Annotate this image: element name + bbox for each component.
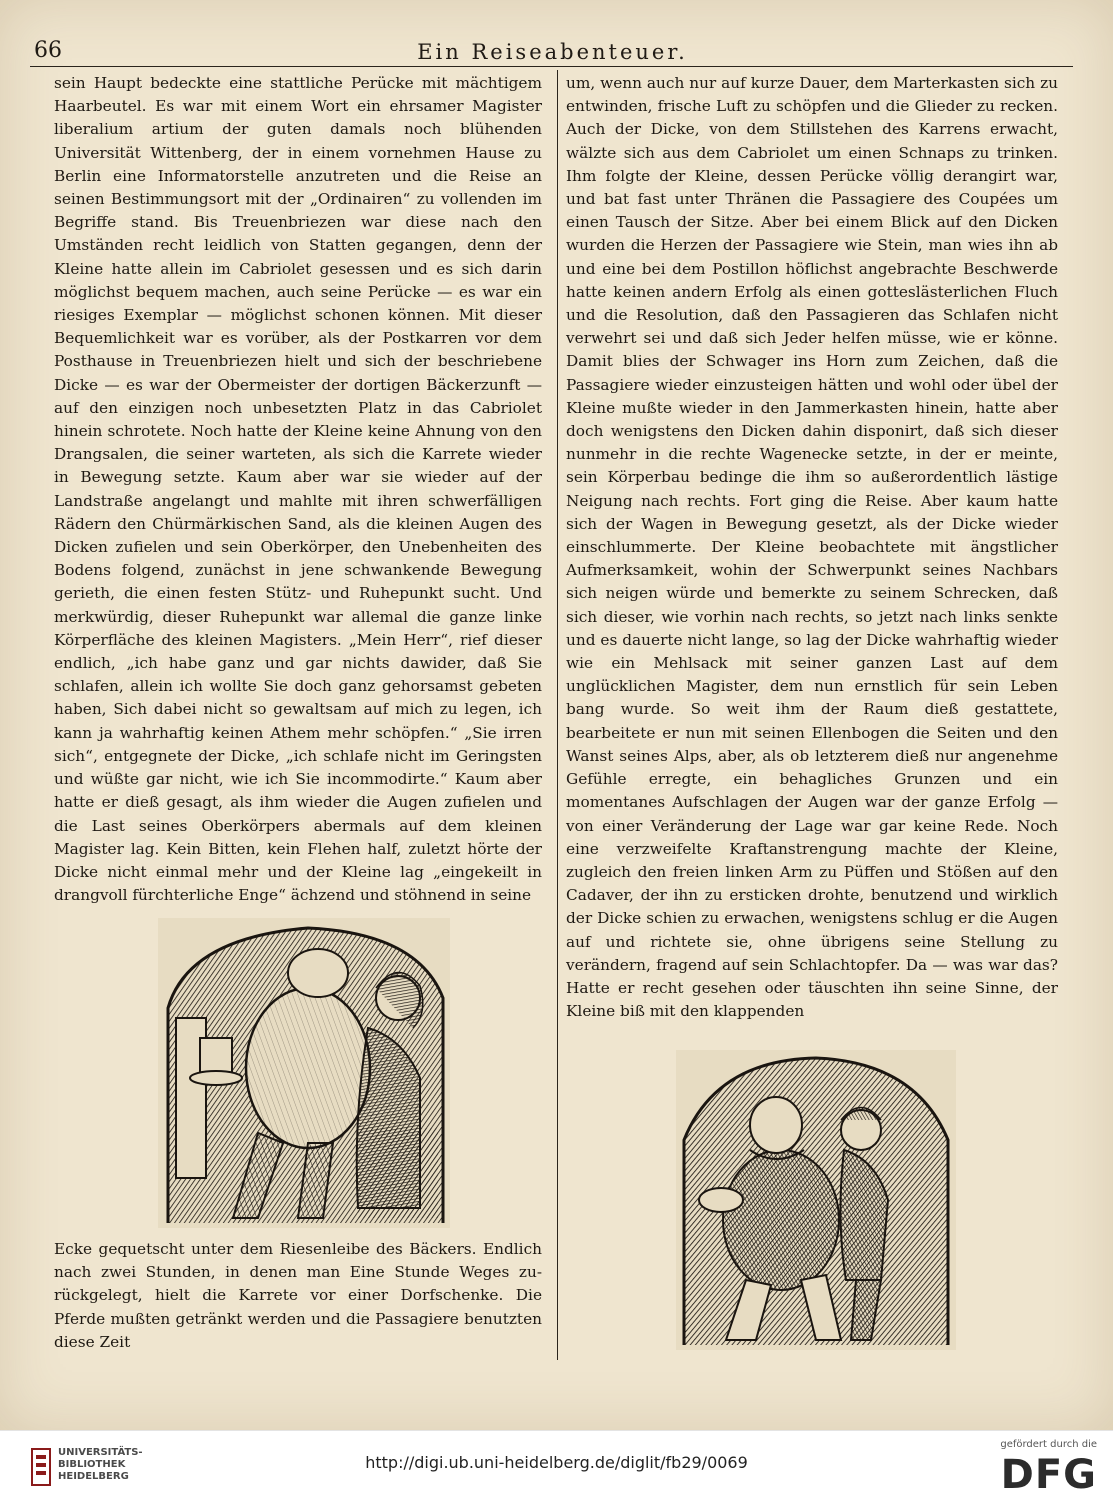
left-column-bottom-paragraph: Ecke gequetscht unter dem Riesenleibe des Bäckers. Endlich nach zwei Stunden, in denen man Eine Stunde Weges zurückgelegt, hielt die Karrete vor einer Dorfschenke. Die Pferde mußten getränkt werden und die Passagiere benutzten diese Zeit <box>54 1240 542 1351</box>
funding-caption: gefördert durch die <box>1000 1439 1097 1450</box>
engraving-coach-interior-icon <box>158 918 450 1228</box>
left-column-top-paragraph: sein Haupt bedeckte eine stattliche Perücke mit mächtigem Haarbeutel. Es war mit einem Wort ein ehrsamer Magister liberalium artium der guten damals noch blühenden Universität Wittenberg, der in einem vornehmen Hause zu Berlin eine Informatorstelle anzutreten und die Reise an seinen Bestimmungsort mit der „Ordinairen“ zu vollenden im Begriffe stand. Bis Treuenbriezen war diese nach den Umständen recht leidlich von Statten gegangen, denn der Kleine hatte allein im Cabriolet gesessen und es sich darin möglichst bequem machen, auch seine Perücke — es war ein riesiges Exemplar — möglichst schonen können. Mit dieser Bequemlichkeit war es vorüber, als der Postkarren vor dem Posthause in Treuenbriezen hielt und sich der beschriebene Dicke — es war der Obermeister der dortigen Bäckerzunft — auf den einzigen noch unbesetzten Platz in das Cabriolet hinein schrotete. Noch hatte der Kleine keine Ahnung von den Drangsalen, die seiner warteten, als sich die Karrete wieder in Bewegung setzte. Kaum aber war sie wieder auf der Landstraße angelangt und mahlte mit ihren schwerfälligen Rädern den Chürmärkischen Sand, als die kleinen Augen des Dicken zufielen und sein Oberkörper, den Unebenheiten des Bodens folgend, zunächst in jene schwankende Bewegung gerieth, die einen festen Stütz- und Ruhepunkt sucht. Und merkwürdig, dieser Ruhepunkt war allemal die ganze linke Körperfläche des kleinen Magisters. „Mein Herr“, rief dieser endlich, „ich habe ganz und gar nichts dawider, daß Sie schlafen, allein ich wollte Sie doch ganz gehorsamst gebeten haben, Sich dabei nicht so gewaltsam auf mich zu legen, ich kann ja wahrhaftig keinen Athem mehr schöpfen.“ „Sie irren sich“, entgegnete der Dicke, „ich schlafe nicht im Geringsten und wüßte gar nicht, wie ich Sie incommodirte.“ Kaum aber hatte er dieß gesagt, als ihm wieder die Augen zufielen und die Last seines Oberkörpers abermals auf dem kleinen Magister lag. Kein Bitten, kein Flehen half, zuletzt hörte der Dicke nicht einmal mehr und der Kleine lag „eingekeilt in drangvoll fürchterliche Enge“ ächzend und stöhnend in seine <box>54 74 542 905</box>
page-number: 66 <box>34 38 62 63</box>
right-column-paragraph: um, wenn auch nur auf kurze Dauer, dem Marterkasten sich zu entwinden, frische Luft zu schöpfen und die Glieder zu recken. Auch der Dicke, von dem Stillstehen des Karrens erwacht, wälzte sich aus dem Cabriolet um einen Schnaps zu trinken. Ihm folgte der Kleine, dessen Perücke völlig derangirt war, und bat fast unter Thränen die Passagiere des Coupées um einen Tausch der Sitze. Aber bei einem Blick auf den Dicken wurden die Herzen der Passagiere wie Stein, man wies ihn ab und eine bei dem Postillon höflichst angebrachte Beschwerde hatte keinen andern Erfolg als einen gotteslästerlichen Fluch und die Resolution, daß den Passagieren das Schlafen nicht verwehrt sei und daß sich Jeder helfen müsse, wie er könne. Damit blies der Schwager ins Horn zum Zeichen, daß die Passagiere wieder einzusteigen hätten und wohl oder übel der Kleine mußte wieder in den Jammerkasten hinein, hatte aber doch wenigstens den Dicken dahin disponirt, daß sich dieser nunmehr in die rechte Wagenecke setzte, in der er meinte, sein Körperbau bedinge die ihm so außerordentlich lästige Neigung nach rechts. Fort ging die Reise. Aber kaum hatte sich der Wagen in Bewegung gesetzt, als der Dicke wieder einschlummerte. Der Kleine beobachtete mit ängstlicher Aufmerksamkeit, wohin der Schwerpunkt seines Nachbars sich neigen würde und bemerkte zu seinem Schrecken, daß sich dieser, wie vorhin nach rechts, so jetzt nach links senkte und es dauerte nicht lange, so lag der Dicke wahrhaftig wieder wie ein Mehlsack mit seiner ganzen Last auf dem unglücklichen Magister, dem nun ernstlich für sein Leben bang wurde. So weit ihm der Raum dieß gestattete, bearbeitete er nun mit seinen Ellenbogen die Seiten und den Wanst seines Alps, aber, als ob letzterem dieß nur angenehme Gefühle erregte, ein behagliches Grunzen und ein momentanes Aufschlagen der Augen war der ganze Erfolg — von einer Veränderung der Lage war gar keine Rede. Noch eine verzweifelte Kraftanstrengung machte der Kleine, zugleich den freien linken Arm zu Püffen und Stößen auf den Cadaver, der ihn zu ersticken drohte, benutzend und wirklich der Dicke schien zu erwachen, wenigstens schlug er die Augen auf und richtete sie, ohne übrigens seine Stellung zu verändern, fragend auf sein Schlachtopfer. Da — was war das? Hatte er recht gesehen oder täuschten ihn seine Sinne, der Kleine biß mit den klappenden <box>566 74 1058 1021</box>
library-name: UNIVERSITÄTS- BIBLIOTHEK HEIDELBERG <box>58 1447 143 1482</box>
digitization-footer <box>0 1430 1113 1505</box>
running-head <box>32 36 1073 68</box>
heidelberg-library-logo-icon <box>30 1447 52 1487</box>
right-column-text <box>566 72 1058 1021</box>
left-column-top-text <box>54 72 542 905</box>
left-column-bottom-text <box>54 1238 542 1351</box>
illustration-crammed-passengers <box>158 918 450 1228</box>
library-logo <box>30 1443 160 1493</box>
dfg-logo-icon: DFG <box>1000 1452 1097 1498</box>
source-url-link[interactable]: http://digi.ub.uni-heidelberg.de/diglit/fb29/0069 <box>365 1453 748 1472</box>
engraving-passengers-icon <box>676 1050 956 1350</box>
illustration-biting-scene <box>676 1050 956 1350</box>
running-title: Ein Reiseabenteuer. <box>417 40 688 64</box>
funder-block <box>967 1437 1097 1501</box>
header-rule <box>30 66 1073 67</box>
column-divider <box>557 70 558 1360</box>
